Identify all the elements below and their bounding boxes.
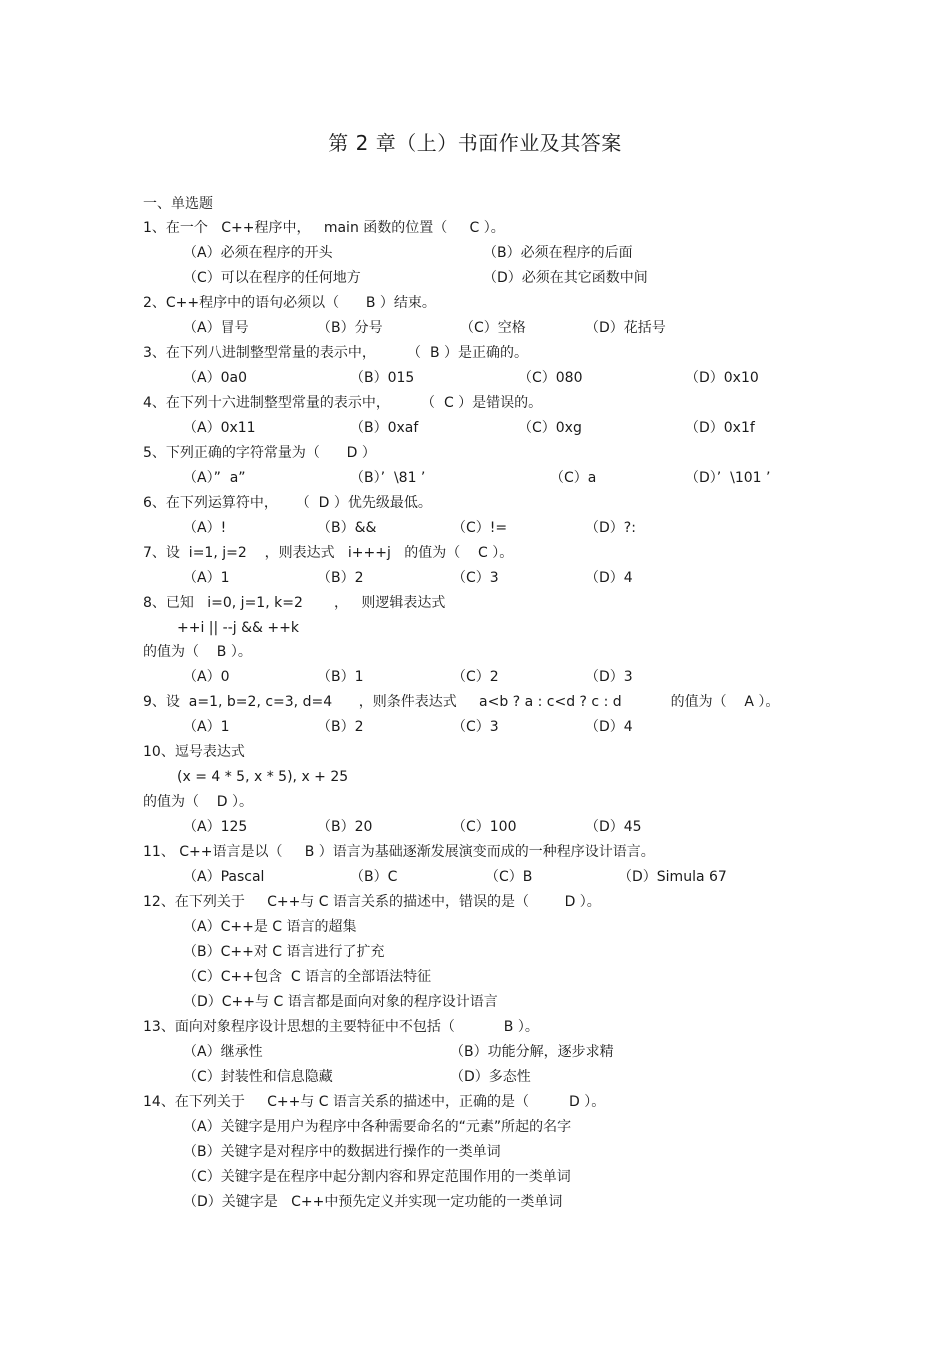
page-title: 第 2 章（上）书面作业及其答案 (328, 131, 622, 155)
q4-option-a: （A）0x11 (183, 420, 256, 436)
q11-option-a: （A）Pascal (183, 869, 265, 885)
question-2: 2、C++程序中的语句必须以（ B ）结束。 (143, 295, 436, 311)
section-heading: 一、单选题 (143, 196, 213, 212)
q14-option-c: （C）关键字是在程序中起分割内容和界定范围作用的一类单词 (183, 1169, 571, 1185)
q1-option-c: （C）可以在程序的任何地方 (183, 270, 361, 286)
q5-option-b: （B）’ \81 ’ (350, 470, 426, 486)
q3-option-a: （A）0a0 (183, 370, 247, 386)
q6-option-c: （C）!= (452, 520, 508, 536)
q8-tail: 的值为（ B ）。 (143, 644, 252, 660)
q9-option-a: （A）1 (183, 719, 230, 735)
question-11: 11、 C++语言是以（ B ）语言为基础逐渐发展演变而成的一种程序设计语言。 (143, 844, 655, 860)
q8-option-d: （D）3 (585, 669, 633, 685)
q12-option-c: （C）C++包含 C 语言的全部语法特征 (183, 969, 432, 985)
q5-option-a: （A）” a” (183, 470, 246, 486)
question-6: 6、在下列运算符中， （ D ）优先级最低。 (143, 495, 432, 511)
q10-option-b: （B）20 (317, 819, 373, 835)
q10-option-d: （D）45 (585, 819, 642, 835)
question-1: 1、在一个 C++程序中， main 函数的位置（ C ）。 (143, 220, 505, 236)
q1-option-b: （B）必须在程序的后面 (483, 245, 633, 261)
q13-option-c: （C）封装性和信息隐藏 (183, 1069, 333, 1085)
q7-option-d: （D）4 (585, 570, 633, 586)
q14-option-b: （B）关键字是对程序中的数据进行操作的一类单词 (183, 1144, 501, 1160)
q2-option-b: （B）分号 (317, 320, 383, 336)
q6-option-b: （B）&& (317, 520, 377, 536)
q1-option-d: （D）必须在其它函数中间 (483, 270, 648, 286)
question-10: 10、逗号表达式 (143, 744, 245, 760)
q4-option-d: （D）0x1f (685, 420, 755, 436)
q9-option-b: （B）2 (317, 719, 364, 735)
question-8: 8、已知 i=0, j=1, k=2 ， 则逻辑表达式 (143, 595, 446, 611)
question-7: 7、设 i=1, j=2 ，则表达式 i+++j 的值为（ C ）。 (143, 545, 514, 561)
q11-option-b: （B）C (350, 869, 398, 885)
q7-option-a: （A）1 (183, 570, 230, 586)
q14-option-a: （A）关键字是用户为程序中各种需要命名的“元素”所起的名字 (183, 1119, 572, 1135)
q3-option-d: （D）0x10 (685, 370, 759, 386)
q10-expression: (x = 4 * 5, x * 5), x + 25 (177, 769, 349, 785)
q5-option-d: （D）’ \101 ’ (685, 470, 771, 486)
question-5: 5、下列正确的字符常量为（ D ） (143, 445, 376, 461)
q13-option-a: （A）继承性 (183, 1044, 263, 1060)
q11-option-c: （C）B (485, 869, 533, 885)
question-12: 12、在下列关于 C++与 C 语言关系的描述中，错误的是（ D ）。 (143, 894, 601, 910)
q5-option-c: （C）a (550, 470, 597, 486)
q6-option-a: （A）! (183, 520, 227, 536)
question-9: 9、设 a=1, b=2, c=3, d=4 ，则条件表达式 a<b ? a : c<d ? c : d 的值为（ A ）。 (143, 694, 780, 710)
q2-option-a: （A）冒号 (183, 320, 249, 336)
q12-option-d: （D）C++与 C 语言都是面向对象的程序设计语言 (183, 994, 498, 1010)
q9-option-d: （D）4 (585, 719, 633, 735)
q2-option-d: （D）花括号 (585, 320, 666, 336)
question-14: 14、在下列关于 C++与 C 语言关系的描述中，正确的是（ D ）。 (143, 1094, 606, 1110)
q8-option-a: （A）0 (183, 669, 230, 685)
q10-option-a: （A）125 (183, 819, 248, 835)
q10-option-c: （C）100 (452, 819, 517, 835)
q11-option-d: （D）Simula 67 (618, 869, 727, 885)
q12-option-a: （A）C++是 C 语言的超集 (183, 919, 357, 935)
q8-option-c: （C）2 (452, 669, 499, 685)
question-4: 4、在下列十六进制整型常量的表示中， （ C ）是错误的。 (143, 395, 543, 411)
q8-option-b: （B）1 (317, 669, 364, 685)
q10-tail: 的值为（ D ）。 (143, 794, 254, 810)
q1-option-a: （A）必须在程序的开头 (183, 245, 333, 261)
q4-option-b: （B）0xaf (350, 420, 419, 436)
q13-option-b: （B）功能分解，逐步求精 (450, 1044, 614, 1060)
q3-option-b: （B）015 (350, 370, 415, 386)
q13-option-d: （D）多态性 (450, 1069, 531, 1085)
q8-expression: ++i || --j && ++k (177, 620, 299, 636)
q2-option-c: （C）空格 (460, 320, 526, 336)
question-13: 13、面向对象程序设计思想的主要特征中不包括（ B ）。 (143, 1019, 539, 1035)
q7-option-b: （B）2 (317, 570, 364, 586)
q7-option-c: （C）3 (452, 570, 499, 586)
q3-option-c: （C）080 (518, 370, 583, 386)
q4-option-c: （C）0xg (518, 420, 582, 436)
q12-option-b: （B）C++对 C 语言进行了扩充 (183, 944, 385, 960)
q14-option-d: （D）关键字是 C++中预先定义并实现一定功能的一类单词 (183, 1194, 563, 1210)
q6-option-d: （D）?: (585, 520, 636, 536)
question-3: 3、在下列八进制整型常量的表示中， （ B ）是正确的。 (143, 345, 529, 361)
q9-option-c: （C）3 (452, 719, 499, 735)
